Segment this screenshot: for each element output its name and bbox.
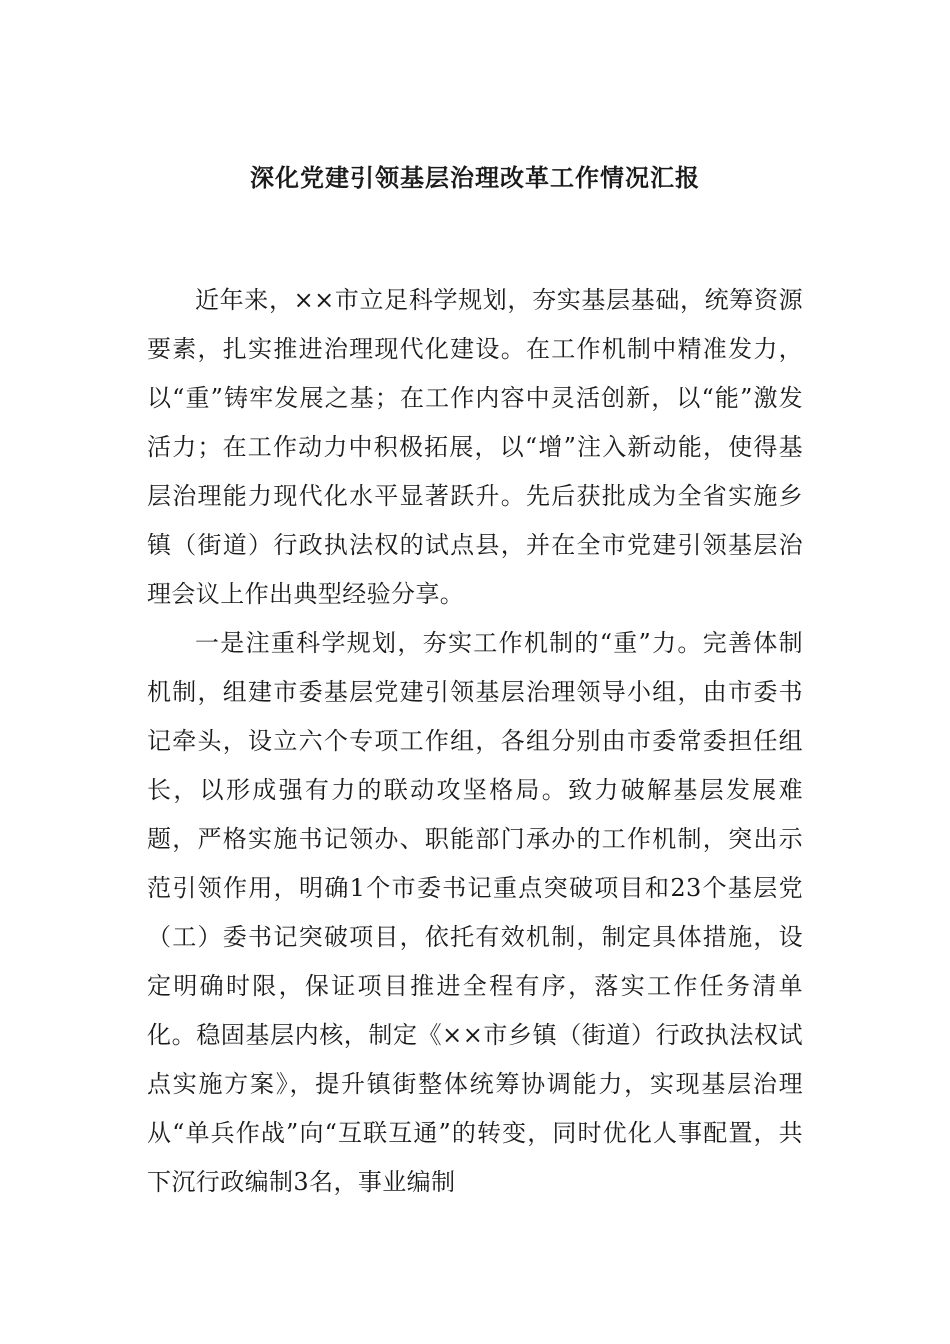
- document-title: 深化党建引领基层治理改革工作情况汇报: [250, 163, 700, 192]
- document-body: [147, 276, 803, 1207]
- paragraph-intro: 近年来，××市立足科学规划，夯实基层基础，统筹资源要素，扎实推进治理现代化建设。在工作机制中精准发力，以“重”铸牢发展之基；在工作内容中灵活创新，以“能”激发活力；在工作动力中积极拓展，以“增”注入新动能，使得基层治理能力现代化水平显著跃升。先后获批成为全省实施乡镇（街道）行政执法权的试点县，并在全市党建引领基层治理会议上作出典型经验分享。: [147, 286, 803, 608]
- paragraph-point-one: 一是注重科学规划，夯实工作机制的“重”力。完善体制机制，组建市委基层党建引领基层治理领导小组，由市委书记牵头，设立六个专项工作组，各组分别由市委常委担任组长，以形成强有力的联动攻坚格局。致力破解基层发展难题，严格实施书记领办、职能部门承办的工作机制，突出示范引领作用，明确1个市委书记重点突破项目和23个基层党（工）委书记突破项目，依托有效机制，制定具体措施，设定明确时限，保证项目推进全程有序，落实工作任务清单化。稳固基层内核，制定《××市乡镇（街道）行政执法权试点实施方案》，提升镇街整体统筹协调能力，实现基层治理从“单兵作战”向“互联互通”的转变，同时优化人事配置，共下沉行政编制3名，事业编制: [147, 629, 803, 1196]
